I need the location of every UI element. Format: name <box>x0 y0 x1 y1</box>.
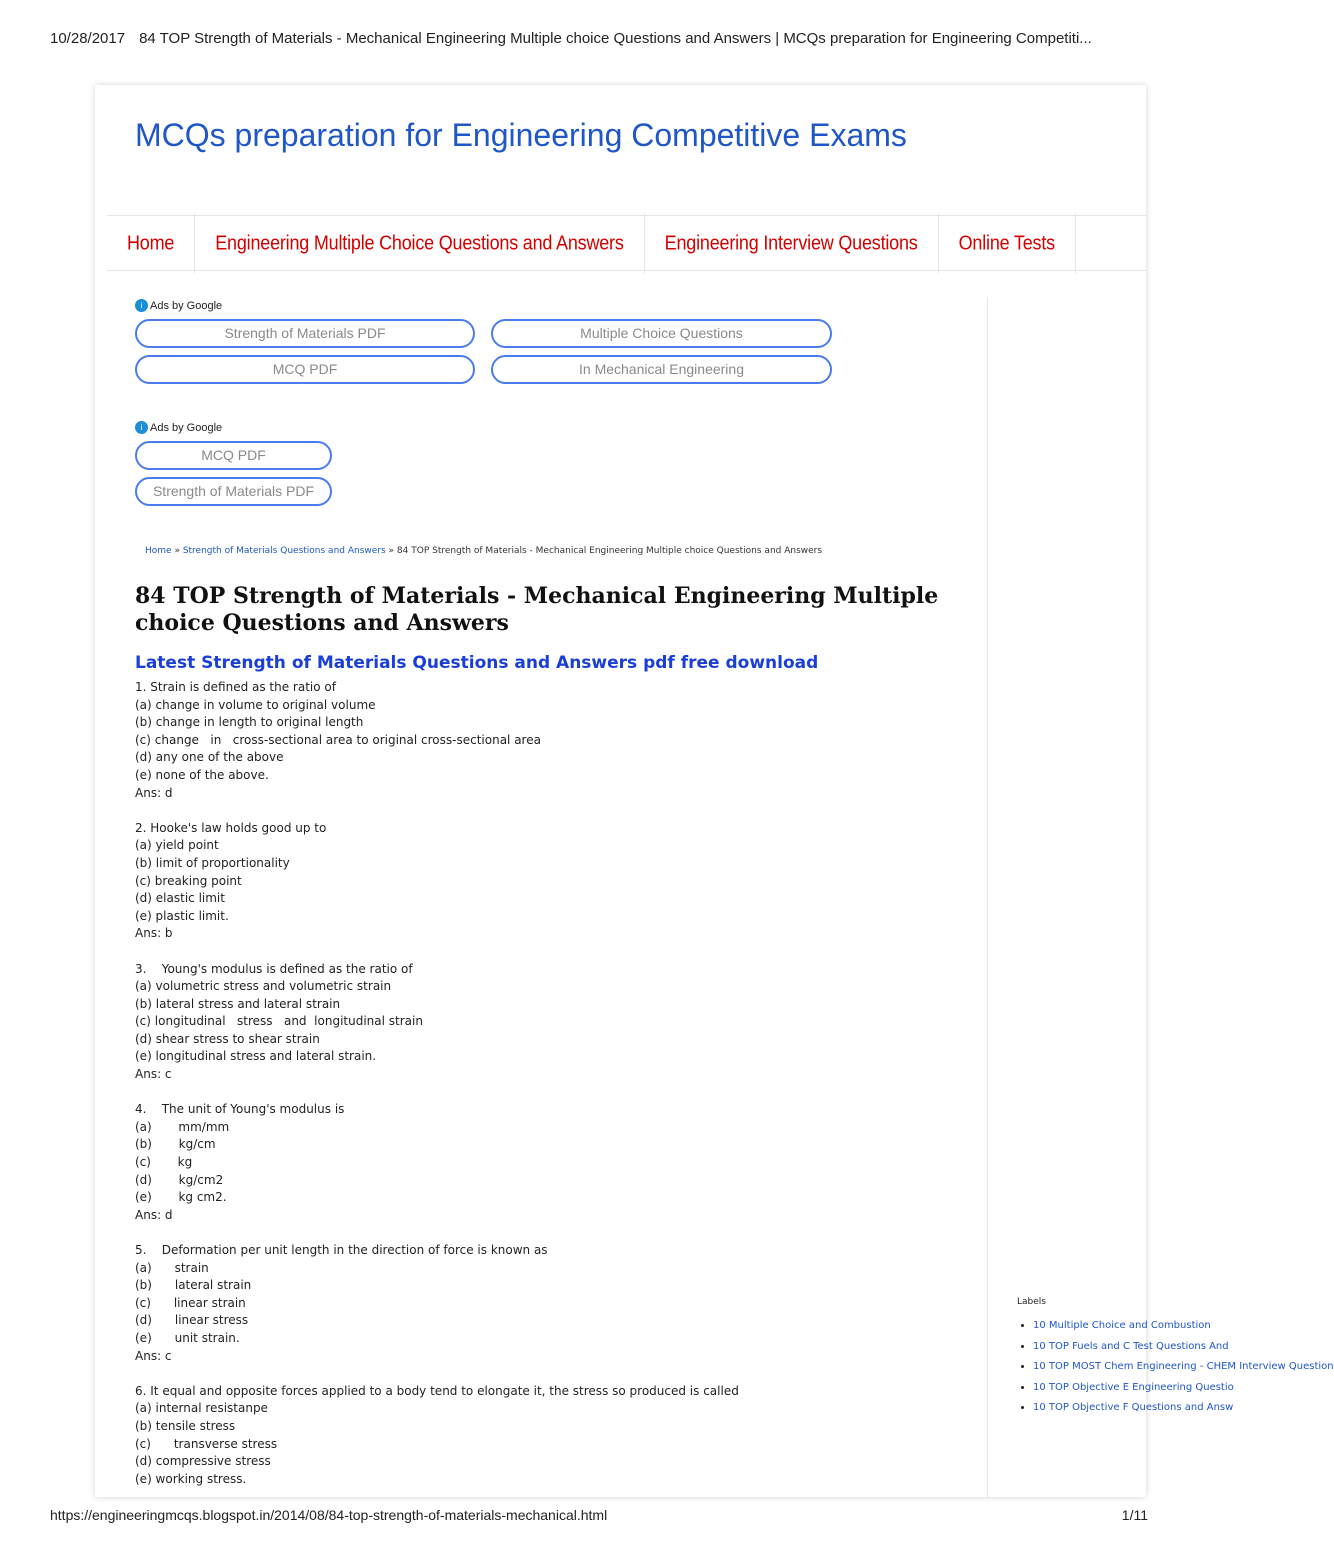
question-block <box>135 961 935 1084</box>
option-text: (a) strain <box>135 1260 209 1275</box>
nav-interview-questions[interactable]: Engineering Interview Questions <box>645 213 939 273</box>
post-title: 84 TOP Strength of Materials - Mechanical Engineering Multiple choice Questions and Answers <box>135 583 939 636</box>
label-link[interactable]: • 10 TOP MOST Chem Engineering - CHEM Interview Question <box>1033 1360 1147 1374</box>
question-text: 1. Strain is defined as the ratio of <box>135 680 336 694</box>
ads-label-2[interactable] <box>135 421 222 434</box>
option-text: (c) kg <box>135 1155 193 1170</box>
option-text: (e) plastic limit. <box>135 908 229 923</box>
ad-link-mcq-pdf-2[interactable]: MCQ PDF <box>135 441 332 470</box>
question-block <box>135 1242 935 1365</box>
nav-home[interactable]: Home <box>107 213 195 273</box>
ad-link-mcq[interactable]: Multiple Choice Questions <box>491 319 832 348</box>
adchoices-icon: i <box>135 421 148 434</box>
label-link[interactable]: • 10 TOP Objective F Questions and Answ <box>1033 1401 1147 1415</box>
answer-text: Ans: c <box>135 1348 172 1363</box>
ads-label-text: Ads by Google <box>150 299 223 312</box>
ads-label-text: Ads by Google <box>150 421 223 434</box>
question-block <box>135 679 935 802</box>
labels-list <box>1017 1319 1334 1415</box>
option-text: (e) kg cm2. <box>135 1190 227 1205</box>
nav-online-tests[interactable]: Online Tests <box>939 213 1076 273</box>
question-gap <box>135 943 935 961</box>
question-gap <box>135 1365 935 1383</box>
question-list <box>135 679 935 1488</box>
main-nav <box>107 215 1147 271</box>
option-text: (b) change in length to original length <box>135 715 364 730</box>
option-text: (d) linear stress <box>135 1313 249 1328</box>
labels-title: Labels <box>1017 1297 1046 1307</box>
label-link[interactable]: • 10 TOP Fuels and C Test Questions And <box>1033 1340 1147 1354</box>
ads-label-1[interactable] <box>135 299 222 312</box>
option-text: (c) change in cross-sectional area to original cross-sectional area <box>135 732 541 747</box>
site-title[interactable]: MCQs preparation for Engineering Competitive Exams <box>135 117 907 153</box>
option-text: (d) elastic limit <box>135 891 225 906</box>
answer-text: Ans: d <box>135 785 173 800</box>
option-text: (a) mm/mm <box>135 1119 230 1134</box>
label-link[interactable]: • 10 TOP Objective E Engineering Questio <box>1033 1381 1147 1395</box>
print-footer <box>50 1507 1148 1523</box>
option-text: (e) longitudinal stress and lateral strain. <box>135 1049 377 1064</box>
question-block <box>135 1101 935 1224</box>
question-gap <box>135 1224 935 1242</box>
question-block <box>135 820 935 943</box>
option-text: (a) change in volume to original volume <box>135 697 376 712</box>
breadcrumb-home[interactable]: Home <box>145 546 172 556</box>
print-page-number: 1/11 <box>1121 1507 1148 1523</box>
print-url: https://engineeringmcqs.blogspot.in/2014/08/84-top-strength-of-materials-mechanical.html <box>50 1507 608 1523</box>
option-text: (c) breaking point <box>135 873 242 888</box>
nav-engineering-mcq[interactable]: Engineering Multiple Choice Questions and Answers <box>195 213 644 273</box>
option-text: (e) working stress. <box>135 1471 247 1486</box>
print-title: 84 TOP Strength of Materials - Mechanical Engineering Multiple choice Questions and Answers | MCQs preparation for Engineering Competiti... <box>139 30 1092 47</box>
breadcrumb-sep: » <box>385 546 397 556</box>
breadcrumb-category[interactable]: Strength of Materials Questions and Answers <box>182 546 386 556</box>
print-date: 10/28/2017 <box>50 30 126 47</box>
option-text: (c) longitudinal stress and longitudinal strain <box>135 1014 423 1029</box>
option-text: (b) lateral strain <box>135 1278 252 1293</box>
ad-link-mechanical[interactable]: In Mechanical Engineering <box>491 355 832 384</box>
question-text: 4. The unit of Young's modulus is <box>135 1102 345 1117</box>
question-gap <box>135 802 935 820</box>
option-text: (d) any one of the above <box>135 750 284 765</box>
option-text: (d) compressive stress <box>135 1454 271 1469</box>
question-text: 6. It equal and opposite forces applied to a body tend to elongate it, the stress so produced is called <box>135 1383 739 1398</box>
sidebar-divider <box>987 297 988 1497</box>
print-header <box>50 30 1160 47</box>
question-text: 2. Hooke's law holds good up to <box>135 820 327 835</box>
option-text: (b) limit of proportionality <box>135 855 290 870</box>
option-text: (b) tensile stress <box>135 1418 236 1433</box>
ad-link-mcq-pdf[interactable]: MCQ PDF <box>135 355 475 384</box>
question-gap <box>135 1084 935 1102</box>
option-text: (d) kg/cm2 <box>135 1172 224 1187</box>
option-text: (e) none of the above. <box>135 767 269 782</box>
option-text: (c) transverse stress <box>135 1436 278 1451</box>
answer-text: Ans: b <box>135 926 173 941</box>
breadcrumb-current: 84 TOP Strength of Materials - Mechanical Engineering Multiple choice Questions and Answers <box>396 546 823 556</box>
option-text: (a) yield point <box>135 838 219 853</box>
breadcrumb-sep: » <box>171 546 183 556</box>
sidebar-labels <box>1017 1297 1334 1422</box>
breadcrumb <box>145 546 822 556</box>
option-text: (c) linear strain <box>135 1295 246 1310</box>
answer-text: Ans: c <box>135 1067 172 1082</box>
ad-link-strength-pdf[interactable]: Strength of Materials PDF <box>135 319 475 348</box>
question-text: 5. Deformation per unit length in the direction of force is known as <box>135 1243 548 1257</box>
option-text: (b) kg/cm <box>135 1137 216 1152</box>
label-link[interactable]: • 10 Multiple Choice and Combustion <box>1033 1319 1147 1333</box>
answer-text: Ans: d <box>135 1207 173 1222</box>
option-text: (b) lateral stress and lateral strain <box>135 996 341 1011</box>
question-block <box>135 1383 935 1489</box>
ad-link-strength-pdf-2[interactable]: Strength of Materials PDF <box>135 477 332 506</box>
option-text: (a) internal resistanpe <box>135 1401 268 1416</box>
adchoices-icon: i <box>135 299 148 312</box>
question-text: 3. Young's modulus is defined as the ratio of <box>135 961 413 976</box>
option-text: (d) shear stress to shear strain <box>135 1031 320 1046</box>
post-subheading: Latest Strength of Materials Questions and Answers pdf free download <box>135 653 819 673</box>
option-text: (a) volumetric stress and volumetric strain <box>135 979 392 994</box>
option-text: (e) unit strain. <box>135 1330 240 1345</box>
page-card <box>95 85 1334 1497</box>
